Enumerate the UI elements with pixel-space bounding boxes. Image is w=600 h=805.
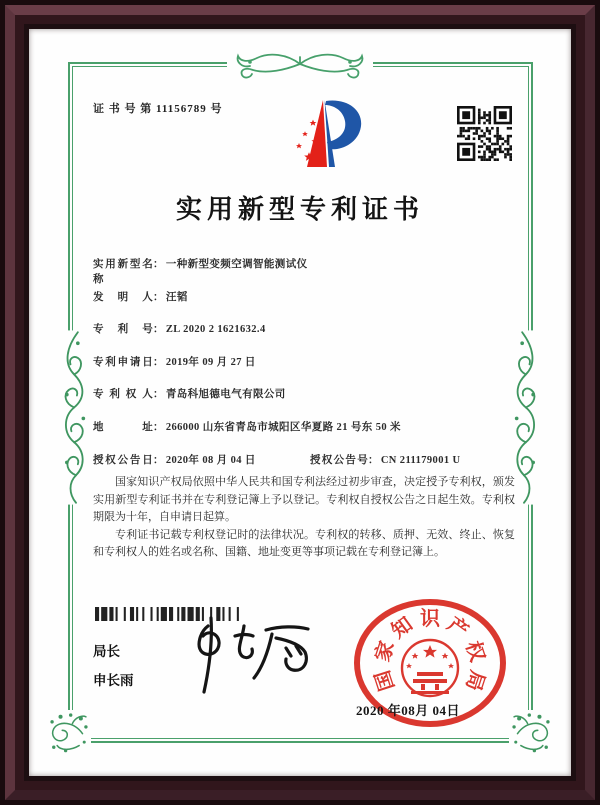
svg-text:产: 产: [443, 613, 473, 643]
field-colon: ：: [153, 259, 164, 270]
seal-national-emblem: [402, 640, 458, 696]
field-colon: ：: [153, 421, 164, 433]
body-paragraph-2: 专利证书记载专利权登记时的法律状况。专利权的转移、质押、无效、终止、恢复和专利权人的姓名或名称、国籍、地址变更等事项记载在专利登记簿上。: [93, 528, 515, 559]
field-colon: ：: [153, 454, 164, 466]
field-label: 授权公告号: [310, 454, 368, 466]
patent-office-logo: [283, 96, 368, 176]
legal-text: [93, 474, 515, 562]
certificate-title: 实用新型专利证书: [175, 195, 424, 224]
field-label: 授权公告日: [93, 454, 153, 466]
field-label: 发明人: [93, 291, 153, 303]
logo-blue-p-bowl: [325, 101, 361, 150]
field-value: 一种新型变频空调智能测试仪: [165, 259, 308, 270]
body-paragraph-1: 国家知识产权局依照中华人民共和国专利法经过初步审查，决定授予专利权，颁发实用新型专利证书并在专利登记簿上予以登记。专利权自授权公告之日起生效。专利权期限为十年，自申请日起算。: [93, 476, 515, 524]
field-value: 266000 山东省青岛市城阳区华夏路 21 号东 50 米: [165, 421, 401, 433]
field-value: 2020年 08 月 04 日: [165, 454, 256, 466]
director-title: 局长: [93, 644, 120, 659]
qr-code: [457, 106, 512, 161]
certificate-fields: [93, 256, 523, 484]
field-value: 汪韬: [165, 291, 188, 303]
left-vine-decoration: [54, 320, 98, 515]
svg-text:知: 知: [387, 613, 417, 643]
svg-text:国: 国: [371, 667, 399, 694]
director-signature: [178, 612, 323, 697]
svg-text:家: 家: [371, 638, 399, 665]
field-label: 专利号: [93, 324, 153, 336]
seal-date: 2020 年08月 04日: [356, 703, 461, 718]
bottom-left-floral-decoration: [46, 710, 92, 754]
field-label: 实用新型名称: [93, 259, 153, 285]
field-colon: ：: [368, 454, 379, 466]
field-colon: ：: [153, 356, 164, 368]
field-label: 专利权人: [93, 389, 153, 401]
svg-text:识: 识: [420, 608, 440, 630]
svg-text:局: 局: [461, 667, 489, 694]
field-row-address: [93, 419, 523, 452]
field-label: 地址: [93, 421, 153, 433]
field-value: 青岛科旭德电气有限公司: [165, 389, 286, 401]
field-colon: ：: [153, 324, 164, 336]
field-colon: ：: [153, 291, 164, 303]
field-row-application-date: [93, 354, 523, 387]
field-colon: ：: [153, 389, 164, 401]
svg-text:权: 权: [461, 638, 489, 665]
field-row-inventor: [93, 289, 523, 322]
field-label: 专利申请日: [93, 356, 153, 368]
field-grant-number: [310, 452, 461, 467]
field-row-patent-number: [93, 321, 523, 354]
certificate-number: 证 书 号 第 11156789 号: [93, 103, 223, 115]
field-value: ZL 2020 2 1621632.4: [165, 324, 266, 336]
field-row-name: [93, 256, 523, 289]
field-value: 2019年 09 月 27 日: [165, 356, 256, 368]
director-name: 申长雨: [93, 673, 134, 688]
top-flourish-decoration: [227, 48, 373, 82]
field-value: CN 211179001 U: [380, 454, 461, 466]
field-row-patentee: [93, 386, 523, 419]
bottom-right-floral-decoration: [508, 710, 554, 754]
